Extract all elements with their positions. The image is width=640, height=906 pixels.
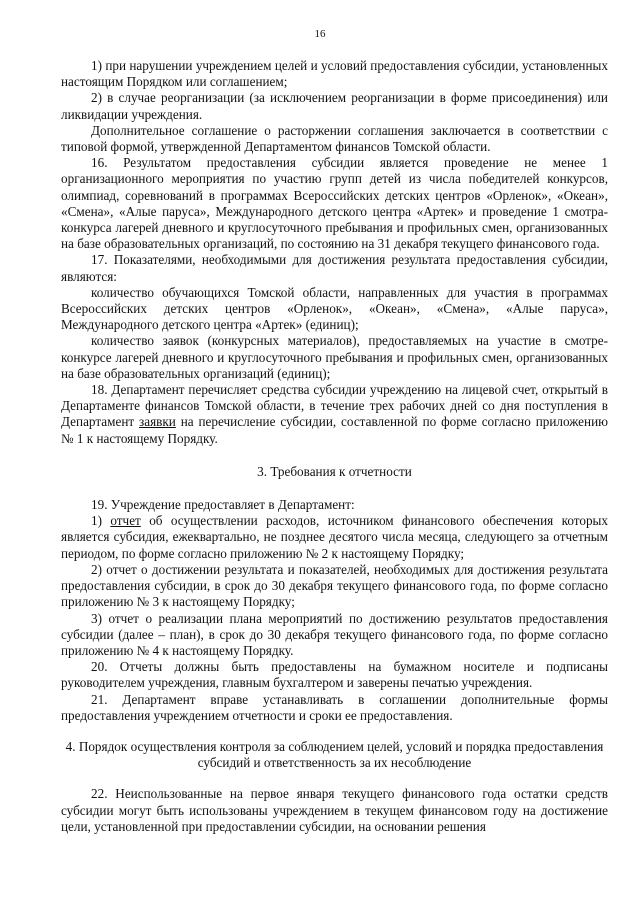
document-body xyxy=(61,58,608,835)
paragraph-indicator-applications: количество заявок (конкурсных материалов), предоставляемых на участие в смотре-конкурсе лагерей дневного и круглосуточного пребывания и профильных смен, организованных на базе образовательных организаций (единиц); xyxy=(61,333,608,381)
paragraph-16-result: 16. Результатом предоставления субсидии является проведение не менее 1 организационного мероприятия по участию групп детей из числа победителей конкурсов, олимпиад, соревнований в программах Всероссийских детских центров «Орленок», «Океан», «Смена», «Алые паруса», Международного детского центра «Артек» и проведение 1 смотра-конкурса лагерей дневного и круглосуточного пребывания и профильных смен, организованных на базе образовательных организаций, по состоянию на 31 декабря текущего финансового года. xyxy=(61,155,608,252)
paragraph-21: 21. Департамент вправе устанавливать в соглашении дополнительные формы предоставления учреждением отчетности и сроки ее предоставления. xyxy=(61,691,608,723)
p18-text-before: 18. Департамент перечисляет средства субсидии учреждению на лицевой счет, открытый в Департаменте финансов Томской области, в течение трех рабочих дней со дня поступления в Департамент xyxy=(61,382,608,430)
paragraph-22: 22. Неиспользованные на первое января текущего финансового года остатки средств субсидии могут быть использованы учреждением в текущем финансовом году на достижение цели, установленной при предоставлении субсидии, на основании решения xyxy=(61,786,608,834)
paragraph-18-transfer xyxy=(61,382,608,447)
page-number: 16 xyxy=(314,28,326,40)
section-3-heading: 3. Требования к отчетности xyxy=(257,463,412,479)
p19-1-text-after: об осуществлении расходов, источником финансового обеспечения которых является субсидия, ежеквартально, не позднее десятого числа месяца, следующего за отчетным периодом, по форме согласно приложению № 2 к настоящему Порядку; xyxy=(61,513,608,561)
section-4-heading: 4. Порядок осуществления контроля за соблюдением целей, условий и порядка предоставления субсидий и ответственность за их несоблюдение xyxy=(65,738,604,771)
paragraph-additional-agreement: Дополнительное соглашение о расторжении соглашения заключается в соответствии с типовой формой, утвержденной Департаментом финансов Томской области. xyxy=(61,122,608,155)
application-link[interactable]: заявки xyxy=(139,414,176,430)
report-link[interactable]: отчет xyxy=(110,513,141,529)
p18-text-after: на перечисление субсидии, составленной по форме согласно приложению № 1 к настоящему Порядку. xyxy=(61,414,609,446)
paragraph-20: 20. Отчеты должны быть предоставлены на бумажном носителе и подписаны руководителем учреждения, главным бухгалтером и заверены печатью учреждения. xyxy=(61,659,608,691)
paragraph-reorganization: 2) в случае реорганизации (за исключением реорганизации в форме присоединения) или ликвидации учреждения. xyxy=(61,90,608,122)
paragraph-19-1 xyxy=(61,513,608,562)
paragraph-19-3: 3) отчет о реализации плана мероприятий по достижению результатов предоставления субсидии (далее – план), в срок до 30 декабря текущего финансового года, по форме согласно приложению № 4 к настоящему Порядку. xyxy=(61,610,608,658)
paragraph-19-2: 2) отчет о достижении результата и показателей, необходимых для достижения результата предоставления субсидии, в срок до 30 декабря текущего финансового года, по форме согласно приложению № 3 к настоящему Порядку; xyxy=(61,561,608,610)
paragraph-violation: 1) при нарушении учреждением целей и условий предоставления субсидии, установленных настоящим Порядком или соглашением; xyxy=(61,58,608,90)
paragraph-indicator-students: количество обучающихся Томской области, направленных для участия в программах Всероссийских детских центров «Орленок», «Океан», «Смена», «Алые паруса», Международного детского центра «Артек» (единиц); xyxy=(61,284,608,333)
p19-1-text-before: 1) xyxy=(91,513,111,529)
paragraph-17-indicators: 17. Показателями, необходимыми для достижения результата предоставления субсидии, являются: xyxy=(61,252,608,284)
paragraph-19: 19. Учреждение предоставляет в Департамент: xyxy=(91,497,355,513)
